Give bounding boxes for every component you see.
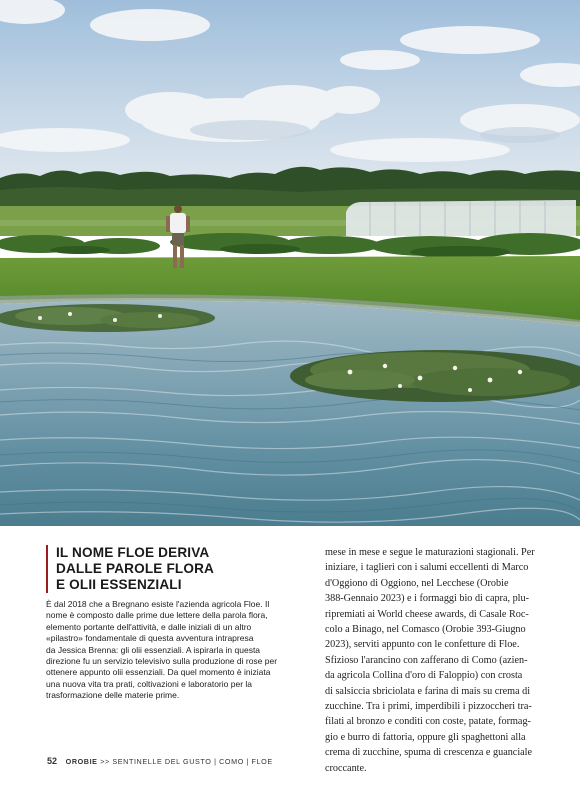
body-line: gio e burro di fattoria, oppure gli spaghettoni alla [325,731,526,743]
body-line: crema di zucchine, spuma di crescenza e guanciale [325,747,533,759]
intro-line: direzione fu un servizio televisivo sulla produzione di rose per [46,656,278,667]
intro-line: È dal 2018 che a Bregnano esiste l'azienda agricola Floe. Il [46,599,270,609]
body-line: di salsiccia sbriciolata e farina di mais su crema di [325,685,531,697]
intro-line: trasformazione delle materie prime. [46,690,180,701]
body-line: mese in mese e segue le maturazioni stagionali. Per [325,547,535,558]
body-line: d'Oggiono di Oggiono, nel Lecchese (Orobie [325,577,509,589]
magazine-name: OROBIE [65,757,98,766]
intro-line: «pilastro» fondamentale di questa avventura intrapresa [46,633,254,644]
page-footer [47,756,273,766]
body-line: da agricola Collina d'oro di Faloppio) con crosta [325,670,523,682]
lily-pads-right [290,350,580,402]
intro-line: elemento portante dell'attività, e dalle iniziali di un altro [46,621,252,632]
intro-line: una nuova vita tra prati, coltivazioni e laboratorio per la [46,678,253,689]
body-line: zucchine. Tra i primi, imperdibili i pizzoccheri tra- [325,701,532,713]
body-line: Sfizioso l'arancino con zafferano di Como (azien- [325,654,528,666]
right-column [325,545,541,776]
greenhouse [346,200,576,236]
body-line: colo a Binago, nel Comasco (Orobie 393-Giugno [325,624,526,636]
body-line: filati al bronzo e conditi con coste, patate, formag- [325,716,531,728]
title-line: E OLII ESSENZIALI [56,577,182,592]
left-column [46,545,300,702]
intro-line: da Jessica Brenna: gli olii essenziali. A ispirarla in questa [46,644,261,655]
body-paragraph [325,545,541,776]
intro-line: nome è composto dalle prime due lettere della parola flora, [46,610,268,621]
title-line: DALLE PAROLE FLORA [56,561,215,576]
body-line: ripremiati ai World cheese awards, di Casale Roc- [325,608,529,620]
body-line: 2023), serviti appunto con le confetture di Floe. [325,639,520,651]
section-path: >> SENTINELLE DEL GUSTO | COMO | FLOE [100,757,273,766]
intro-line: ottenere appunto olii essenziali. Da quel momento è iniziata [46,667,271,678]
title-line: IL NOME FLOE DERIVA [56,545,210,560]
intro-paragraph [46,599,300,702]
body-line: 388-Gennaio 2023) e i formaggi bio di capra, plu- [325,593,529,605]
lily-pads-left [0,304,215,332]
body-line: iniziare, i taglieri con i salumi eccellenti di Marco [325,562,529,574]
body-line: croccante. [325,762,367,774]
page-number: 52 [47,756,58,766]
article-title [46,545,300,593]
